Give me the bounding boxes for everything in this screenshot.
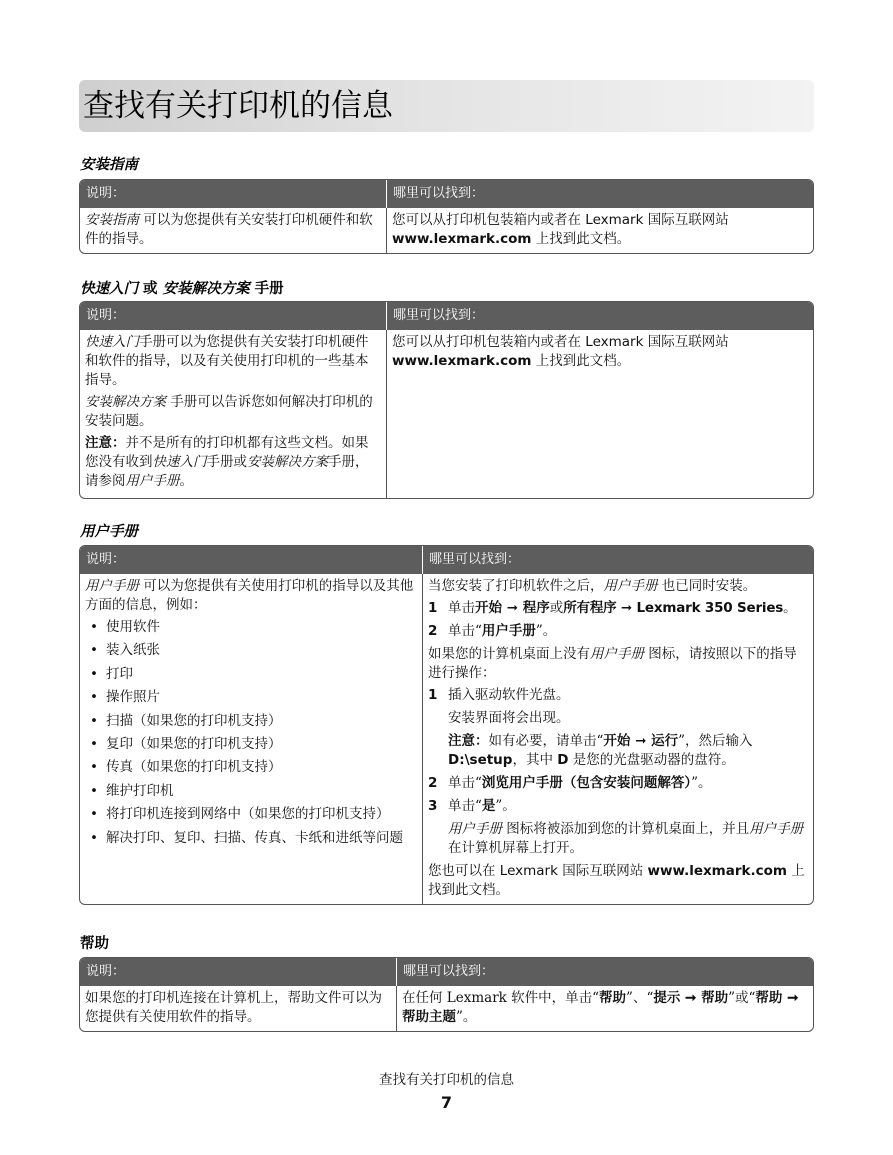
header-where: 哪里可以找到：	[403, 964, 495, 979]
list-item: • 操作照片	[85, 688, 417, 707]
description-cell	[80, 330, 387, 498]
description-cell	[80, 574, 423, 904]
table-header	[80, 180, 813, 208]
table-row	[80, 986, 813, 1031]
feature-list	[85, 618, 417, 848]
paragraph: 您也可以在 Lexmark 国际互联网站 www.lexmark.com 上找到此文档。	[428, 863, 805, 898]
alt-step-1-note: 注意：如有必要，请单击“开始 ➞ 运行”，然后输入 D:\setup，其中 D 是您的光盘驱动器的盘符。	[448, 733, 753, 768]
alt-step-1-result: 安装界面将会出现。	[448, 710, 570, 726]
list-item: • 解决打印、复印、扫描、传真、卡纸和进纸等问题	[85, 829, 417, 848]
page-title: 查找有关打印机的信息	[83, 88, 393, 124]
header-where: 哪里可以找到：	[429, 552, 521, 567]
step-1: 1 单击开始 ➞ 程序或所有程序 ➞ Lexmark 350 Series。	[428, 600, 797, 616]
menu-path-all-programs: 所有程序 ➞ Lexmark 350 Series	[563, 600, 784, 616]
list-item: • 复印（如果您的打印机支持）	[85, 735, 417, 754]
table-row	[80, 208, 813, 253]
alt-step-3-result: 用户手册 图标将被添加到您的计算机桌面上，并且用户手册 在计算机屏幕上打开。	[448, 821, 804, 856]
header-where: 哪里可以找到：	[393, 186, 485, 201]
where-cell: 您可以从打印机包装箱内或者在 Lexmark 国际互联网站 www.lexmark.com 上找到此文档。	[392, 212, 729, 247]
alt-step-3: 3 单击“是”。	[428, 798, 516, 814]
paragraph: 如果您的计算机桌面上没有用户手册 图标，请按照以下的指导进行操作：	[428, 646, 797, 681]
user-guide-table	[79, 545, 814, 905]
header-description: 说明：	[80, 180, 387, 208]
paragraph: 当您安装了打印机软件之后，用户手册 也已同时安装。	[428, 578, 757, 594]
website-link[interactable]: www.lexmark.com	[392, 231, 532, 247]
table-header	[80, 302, 813, 330]
table-header	[80, 546, 813, 574]
quick-start-table	[79, 301, 814, 499]
paragraph: 安装解决方案 手册可以告诉您如何解决打印机的安装问题。	[85, 394, 373, 429]
paragraph: 快速入门手册可以为您提供有关安装打印机硬件和软件的指导，以及有关使用打印机的一些基本指导。	[85, 334, 369, 388]
page-number: 7	[440, 1093, 453, 1112]
description-cell: 如果您的打印机连接在计算机上，帮助文件可以为您提供有关使用软件的指导。	[80, 986, 397, 1031]
menu-path-start-programs: 开始 ➞ 程序	[475, 600, 550, 616]
description-cell: 安装指南 可以为您提供有关安装打印机硬件和软件的指导。	[80, 208, 387, 253]
section-heading-setup-guide: 安装指南	[80, 157, 138, 173]
list-item: • 传真（如果您的打印机支持）	[85, 758, 417, 777]
where-cell	[423, 574, 813, 904]
alt-step-1: 1 插入驱动软件光盘。	[428, 687, 570, 703]
table-row	[80, 574, 813, 904]
alt-step-2: 2 单击“浏览用户手册（包含安装问题解答）”。	[428, 775, 712, 791]
list-item: • 使用软件	[85, 618, 417, 637]
step-2: 2 单击“用户手册”。	[428, 623, 557, 639]
section-heading-help: 帮助	[80, 936, 109, 952]
list-item: • 装入纸张	[85, 641, 417, 660]
header-description: 说明：	[80, 546, 423, 574]
header-where: 哪里可以找到：	[393, 308, 485, 323]
list-item: • 维护打印机	[85, 782, 417, 801]
list-item: • 将打印机连接到网络中（如果您的打印机支持）	[85, 805, 417, 824]
where-cell: 在任何 Lexmark 软件中，单击“帮助”、“提示 ➞ 帮助”或“帮助 ➞ 帮助主题”。	[402, 990, 799, 1025]
section-heading-user-guide: 用户手册	[80, 524, 138, 540]
table-header	[80, 958, 813, 986]
help-table	[79, 957, 814, 1032]
header-description: 说明：	[80, 958, 397, 986]
where-cell: 您可以从打印机包装箱内或者在 Lexmark 国际互联网站 www.lexmark.com 上找到此文档。	[392, 334, 729, 369]
website-link[interactable]: www.lexmark.com	[392, 353, 532, 369]
website-link[interactable]: www.lexmark.com	[647, 863, 787, 879]
table-row	[80, 330, 813, 498]
setup-guide-table	[79, 179, 814, 254]
note: 注意：并不是所有的打印机都有这些文档。如果您没有收到快速入门手册或安装解决方案手册，请参阅用户手册。	[85, 435, 369, 489]
list-item: • 扫描（如果您的打印机支持）	[85, 712, 417, 731]
page-footer: 查找有关打印机的信息	[379, 1072, 514, 1088]
section-heading-quick-start: 快速入门 或 安装解决方案 手册	[80, 281, 284, 297]
header-description: 说明：	[80, 302, 387, 330]
paragraph: 用户手册 可以为您提供有关使用打印机的指导以及其他方面的信息，例如：	[85, 578, 414, 613]
list-item: • 打印	[85, 665, 417, 684]
